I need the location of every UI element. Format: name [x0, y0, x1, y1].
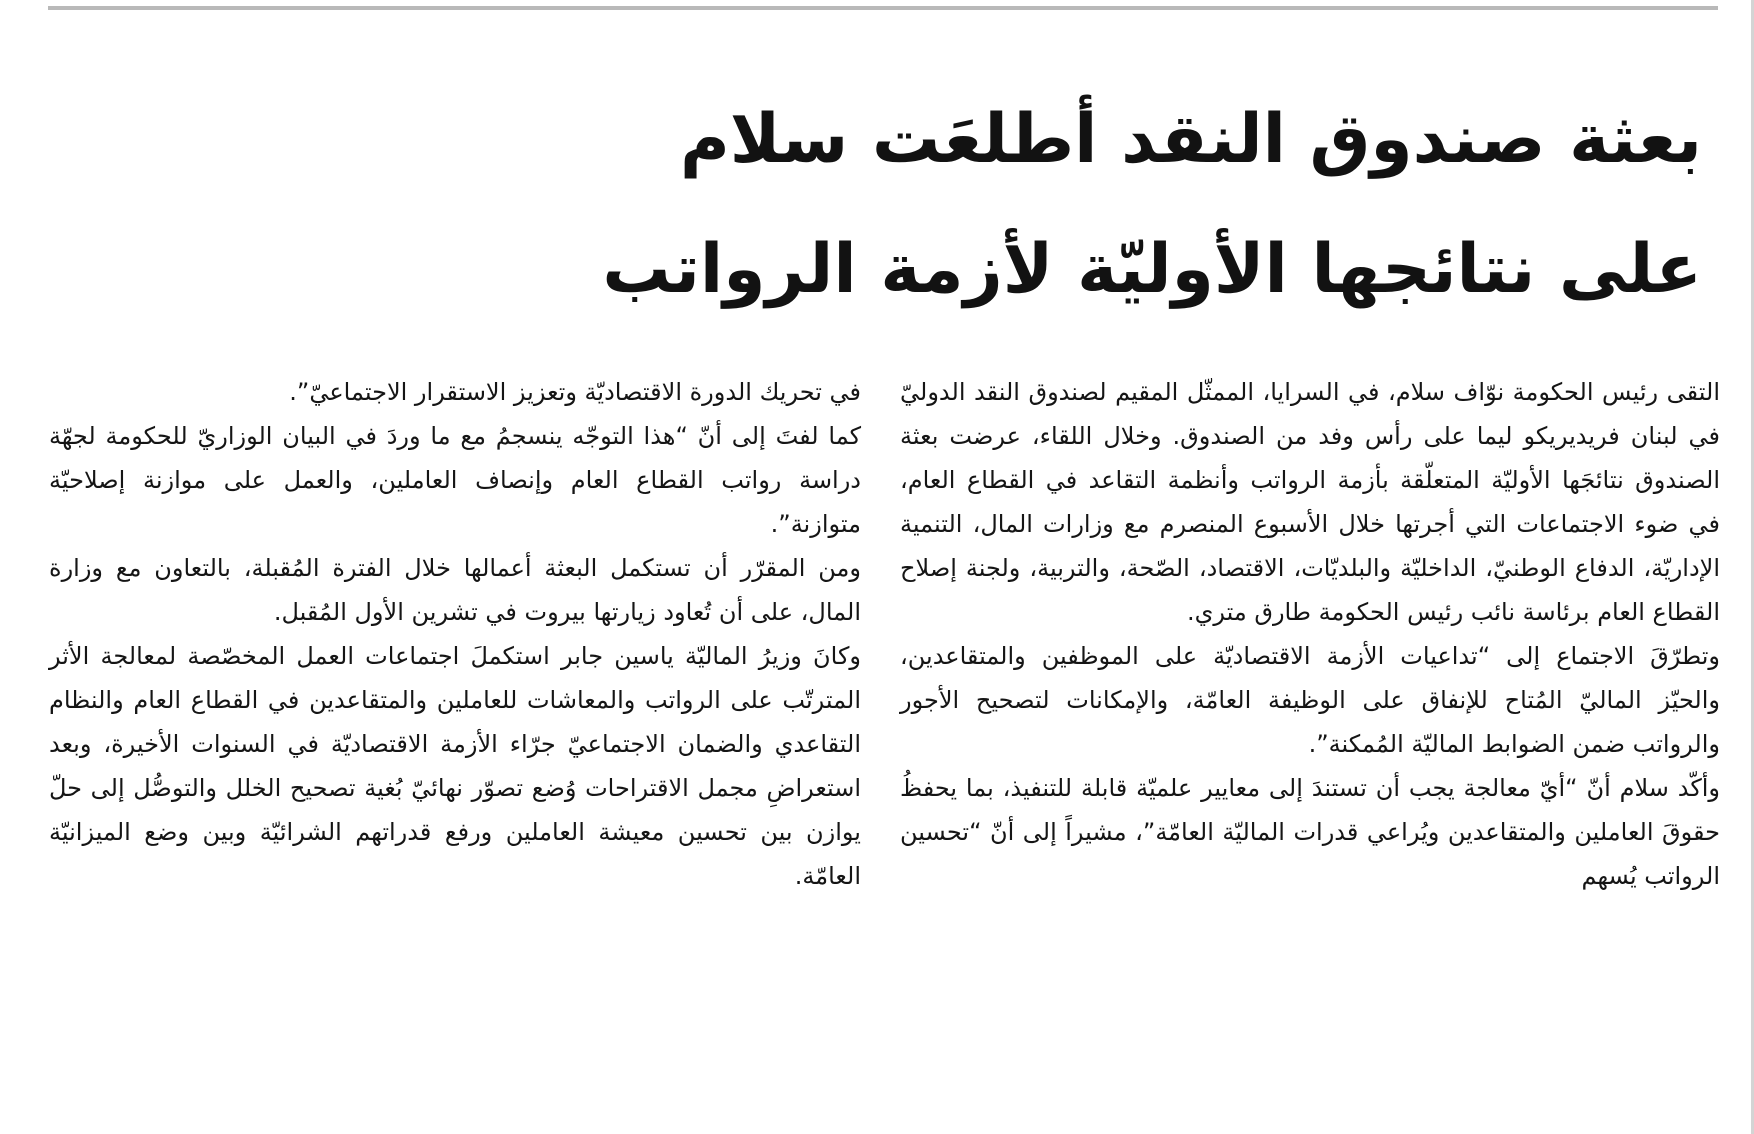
article-column-left	[49, 370, 861, 898]
headline-line-1: بعثة صندوق النقد أطلعَت سلام	[679, 100, 1702, 179]
article-column-right	[900, 370, 1720, 898]
article-headline	[582, 75, 1702, 335]
paragraph-ministerial-statement: كما لفتَ إلى أنّ “هذا التوجّه ينسجمُ مع ما وردَ في البيان الوزاريّ للحكومة لجهّة دراسة رواتب القطاع العام وإنصاف العاملين، والعمل على موازنة إصلاحيّة متوازنة”.	[49, 422, 861, 538]
paragraph-salam-statement: وأكّد سلام أنّ “أيّ معالجة يجب أن تستندَ إلى معايير علميّة قابلة للتنفيذ، بما يحفظُ حقوقَ العاملين والمتقاعدين ويُراعي قدرات الماليّة العامّة”، مشيراً إلى أنّ “تحسين الرواتب يُسهم	[900, 774, 1720, 890]
paragraph-mission-next-visit: ومن المقرّر أن تستكمل البعثة أعمالها خلال الفترة المُقبلة، بالتعاون مع وزارة المال، على أن تُعاود زيارتها بيروت في تشرين الأول المُقبل.	[49, 554, 861, 626]
paragraph-meeting-intro: التقى رئيس الحكومة نوّاف سلام، في السرايا، الممثّل المقيم لصندوق النقد الدوليّ في لبنان فريديريكو ليما على رأس وفد من الصندوق. وخلال اللقاء، عرضت بعثة الصندوق نتائجَها الأوليّة المتعلّقة بأزمة الرواتب وأنظمة التقاعد في القطاع العام، في ضوء الاجتماعات التي أجرتها خلال الأسبوع المنصرم مع وزارات المال، التنمية الإداريّة، الدفاع الوطنيّ، الداخليّة والبلديّات، الاقتصاد، الصّحة، والتربية، ولجنة إصلاح القطاع العام برئاسة نائب رئيس الحكومة طارق متري.	[900, 378, 1720, 626]
paragraph-finance-minister: وكانَ وزيرُ الماليّة ياسين جابر استكملَ اجتماعات العمل المخصّصة لمعالجة الأثر المترتّب على الرواتب والمعاشات للعاملين والمتقاعدين في القطاع العام والنظام التقاعدي والضمان الاجتماعيّ جرّاء الأزمة الاقتصاديّة في السنوات الأخيرة، وبعد استعراضِ مجمل الاقتراحات وُضع تصوّر نهائيّ بُغية تصحيح الخلل والتوصُّل إلى حلّ يوازن بين تحسين معيشة العاملين ورفع قدراتهم الشرائيّة وبين وضع الميزانيّة العامّة.	[49, 642, 861, 890]
top-divider-rule	[48, 6, 1718, 10]
headline-line-2: على نتائجها الأوليّة لأزمة الرواتب	[602, 230, 1702, 309]
paragraph-statement-continued: في تحريك الدورة الاقتصاديّة وتعزيز الاستقرار الاجتماعيّ”.	[289, 378, 861, 406]
paragraph-meeting-topics: وتطرّقَ الاجتماع إلى “تداعيات الأزمة الاقتصاديّة على الموظفين والمتقاعدين، والحيّز الماليّ المُتاح للإنفاق على الوظيفة العامّة، والإمكانات لتصحيح الأجور والرواتب ضمن الضوابط الماليّة المُمكنة”.	[900, 642, 1720, 758]
